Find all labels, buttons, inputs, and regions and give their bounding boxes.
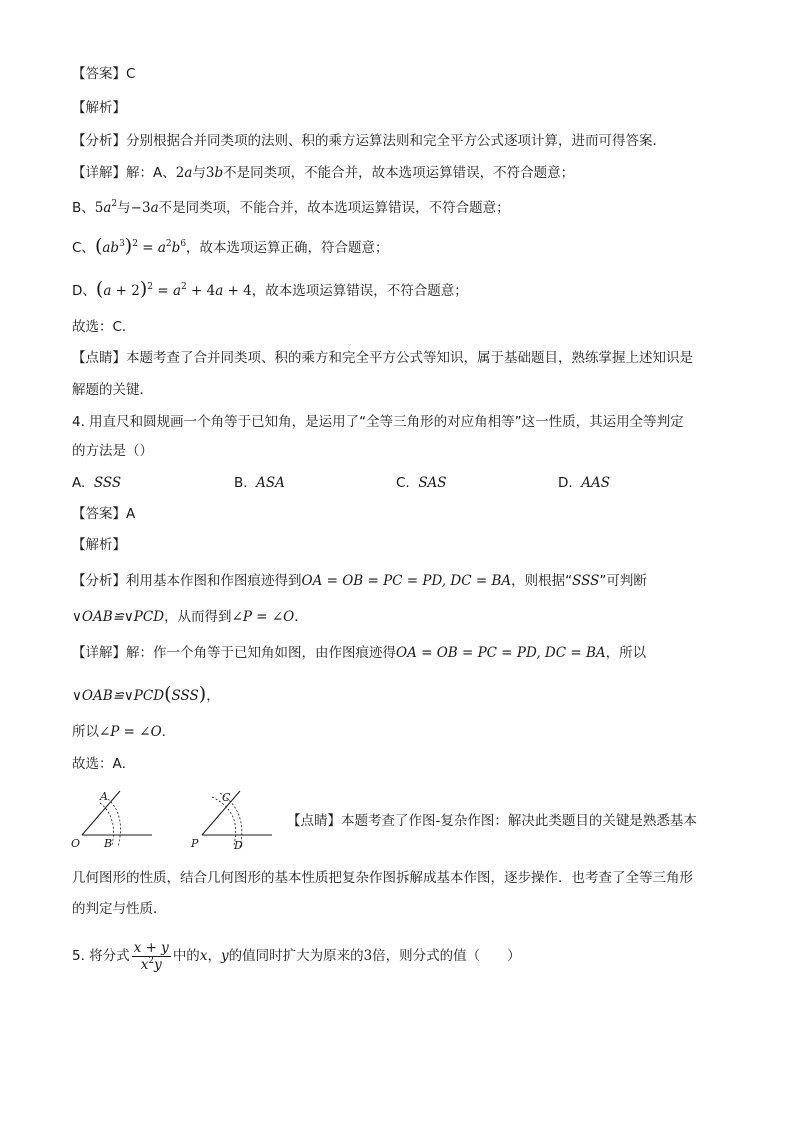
q4-guxuan: 故选：A． — [72, 756, 136, 772]
q4-xiangjie-2 — [72, 684, 220, 706]
math: SSS — [171, 688, 199, 704]
fenxi-text: 分别根据合并同类项的法则、积的乘方运算法则和完全平方公式逐项计算，进而可得答案． — [126, 133, 666, 149]
q3-dianjing-1 — [72, 348, 693, 368]
q4-option-d — [558, 473, 610, 493]
math: 2 — [175, 165, 185, 181]
math: = — [137, 240, 158, 256]
q3-fenxi — [72, 131, 666, 151]
math: ∠P = ∠O — [231, 609, 295, 625]
math: ab — [102, 240, 120, 256]
xiangjie-lead: 解：A、 — [126, 165, 176, 181]
math: x — [199, 948, 208, 964]
math: 2 — [148, 955, 155, 966]
label-o: O — [71, 837, 81, 850]
q3-answer — [72, 64, 135, 84]
math: a — [150, 200, 159, 216]
q4-figure-right — [190, 785, 280, 851]
xiangjie-label: 【详解】 — [72, 165, 126, 181]
text: ，故本选项运算正确，符合题意； — [186, 240, 389, 256]
q3-xiangjie-a — [72, 163, 574, 183]
q5-stem — [72, 936, 521, 976]
q4-dianjing-3: 的判定与性质． — [72, 901, 167, 917]
q4-answer — [72, 504, 135, 524]
text: ”可判断 — [599, 573, 647, 589]
option-letter: B. — [234, 475, 248, 491]
q3-option-b — [72, 198, 510, 218]
option-value: AAS — [581, 475, 611, 491]
q4-option-b — [234, 473, 285, 493]
dianjing-label: 【点睛】 — [72, 350, 126, 366]
math: ∨OAB≌∨PCD — [72, 688, 165, 704]
fenxi-label: 【分析】 — [72, 133, 126, 149]
q4-xiangjie-1 — [72, 643, 646, 663]
math: 3 — [363, 948, 373, 964]
math: 2 — [181, 282, 187, 292]
text: ． — [161, 724, 176, 740]
math: 3 — [205, 165, 215, 181]
q4-option-c — [396, 473, 447, 493]
math: ( — [95, 278, 104, 300]
text: ， — [206, 688, 220, 704]
math: b — [214, 165, 224, 181]
math: ∨OAB≌∨PCD — [72, 609, 165, 625]
math: ∠P = ∠O — [99, 724, 162, 740]
text: ， — [207, 948, 221, 964]
q4-xiangjie-3 — [72, 722, 175, 742]
math: ) — [124, 235, 133, 257]
answer-value: C — [126, 66, 136, 82]
answer-value: A — [126, 506, 136, 522]
math: a — [184, 165, 193, 181]
text: B、 — [72, 200, 95, 216]
math: a — [172, 283, 181, 299]
fraction — [132, 940, 171, 973]
math: + 2 — [111, 283, 140, 299]
q4-fenxi-2 — [72, 607, 308, 627]
math: ( — [164, 683, 172, 705]
math: a — [103, 200, 112, 216]
q3-option-d — [72, 279, 468, 301]
ray-pc — [202, 791, 240, 835]
math: 2 — [147, 282, 154, 292]
q4-option-a — [72, 473, 121, 493]
xiangjie-label: 【详解】 — [72, 645, 126, 661]
text: 所以 — [72, 724, 99, 740]
option-value: ASA — [256, 475, 285, 491]
answer-label: 【答案】 — [72, 66, 126, 82]
text: ，则根据“ — [511, 573, 573, 589]
text: ，故本选项运算错误，不符合题意； — [251, 283, 468, 299]
dianjing-text: 本题考查了合并同类项、积的乘方和完全平方公式等知识，属于基础题目，熟练掌握上述知识是 — [126, 350, 693, 366]
math: a — [103, 283, 112, 299]
text: 解：作一个角等于已知角如图，由作图痕迹得 — [126, 645, 396, 661]
label-p: P — [191, 837, 199, 850]
label-b: B — [104, 837, 113, 850]
math: 2 — [111, 199, 118, 209]
option-letter: D. — [558, 475, 573, 491]
math: a — [157, 240, 166, 256]
math: b — [171, 240, 181, 256]
text: C、 — [72, 240, 95, 256]
q4-dianjing-2: 几何图形的性质，结合几何图形的基本性质把复杂作图拆解成基本作图，逐步操作．也考查了全等三角形 — [72, 870, 693, 886]
label-c: C — [222, 791, 231, 804]
answer-label: 【答案】 — [72, 506, 126, 522]
label-a: A — [100, 790, 108, 803]
q3-option-c — [72, 236, 389, 258]
text: 5. 将分式 — [72, 948, 130, 964]
text: 与 — [117, 200, 131, 216]
math: OA = OB = PC = PD, DC = BA — [396, 645, 606, 661]
option-letter: A. — [72, 475, 86, 491]
math: −3 — [130, 200, 151, 216]
fraction-numerator: x + y — [133, 939, 169, 956]
math: 6 — [180, 239, 187, 249]
math: ) — [139, 278, 148, 300]
option-value: SAS — [418, 475, 447, 491]
math: + 4 — [186, 283, 216, 299]
q4-fenxi-1 — [72, 571, 647, 591]
math: ) — [198, 683, 207, 705]
text: 中的 — [172, 948, 200, 964]
q4-stem-2: 的方法是（） — [72, 443, 153, 459]
q3-guxuan: 故选：C． — [72, 319, 136, 335]
text: 不是同类项，不能合并，故本选项运算错误，不符合题意； — [158, 200, 510, 216]
text: ，所以 — [605, 645, 647, 661]
text: ． — [294, 609, 308, 625]
math: OA = OB = PC = PD, DC = BA — [301, 573, 512, 589]
math: + 4 — [223, 283, 252, 299]
math: 5 — [94, 200, 104, 216]
q3-analysis-label: 【解析】 — [72, 100, 126, 116]
text: D、 — [72, 283, 96, 299]
math: 3 — [119, 239, 125, 249]
math: 2 — [165, 239, 172, 249]
q4-analysis-label: 【解析】 — [72, 537, 126, 553]
dianjing-text: 本题考查了作图-复杂作图：解决此类题目的关键是熟悉基本 — [341, 813, 697, 829]
text: 的值同时扩大为原来的 — [228, 948, 364, 964]
math: 2 — [132, 239, 138, 249]
math: a — [215, 283, 224, 299]
text: ，从而得到 — [164, 609, 232, 625]
text: 与 — [192, 165, 206, 181]
option-value: SSS — [93, 475, 122, 491]
text: 利用基本作图和作图痕迹得到 — [126, 573, 302, 589]
fenxi-label: 【分析】 — [72, 573, 126, 589]
text: 倍，则分式的值（ ） — [372, 948, 521, 964]
math: ( — [94, 235, 103, 257]
fraction-denominator — [132, 957, 171, 973]
dianjing-label: 【点睛】 — [287, 813, 341, 829]
math: = — [153, 283, 173, 299]
math: SSS — [572, 573, 600, 589]
q4-dianjing-1 — [287, 811, 697, 831]
label-d: D — [234, 839, 243, 851]
q4-figure-left — [70, 785, 160, 851]
math: x — [140, 956, 149, 973]
math: y — [220, 948, 229, 964]
math: y — [154, 956, 162, 973]
q4-stem-1: 4. 用直尺和圆规画一个角等于已知角，是运用了“全等三角形的对应角相等”这一性质，其运用全等判定 — [72, 414, 684, 430]
option-letter: C. — [396, 475, 410, 491]
q3-dianjing-2: 解题的关键． — [72, 382, 153, 398]
text: 不是同类项，不能合并，故本选项运算错误，不符合题意； — [223, 165, 575, 181]
